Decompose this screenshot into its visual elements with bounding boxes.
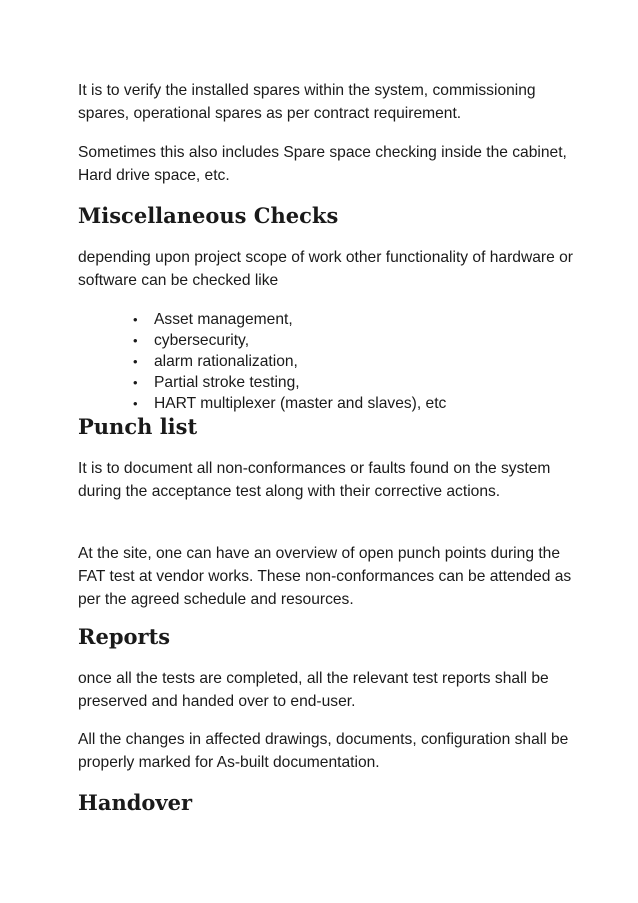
bullet-icon: • [133, 375, 138, 390]
punch-paragraph-1: It is to document all non-conformances or faults found on the system during the acceptance test along with their corrective actions. [78, 460, 551, 500]
bullet-icon: • [133, 396, 138, 411]
list-item: • Partial stroke testing, [133, 374, 300, 391]
misc-checks-list [133, 309, 446, 414]
list-item: • HART multiplexer (master and slaves), etc [133, 395, 447, 412]
heading-punch-list: Punch list [78, 414, 198, 439]
heading-reports: Reports [78, 624, 171, 649]
reports-paragraph-2: All the changes in affected drawings, documents, configuration shall be properly marked for As-built documentation. [78, 731, 569, 771]
heading-miscellaneous-checks: Miscellaneous Checks [78, 203, 339, 228]
bullet-icon: • [133, 354, 138, 369]
spares-paragraph-1: It is to verify the installed spares within the system, commissioning spares, operational spares as per contract requirement. [78, 82, 536, 122]
reports-paragraph-1: once all the tests are completed, all the relevant test reports shall be preserved and handed over to end-user. [78, 670, 549, 710]
list-item: • alarm rationalization, [133, 353, 298, 370]
list-item: • Asset management, [133, 311, 293, 328]
punch-paragraph-2: At the site, one can have an overview of open punch points during the FAT test at vendor works. These non-conformances can be attended as per the agreed schedule and resources. [78, 545, 572, 608]
bullet-icon: • [133, 333, 138, 348]
spares-paragraph-2: Sometimes this also includes Spare space checking inside the cabinet, Hard drive space, etc. [78, 144, 567, 184]
bullet-icon: • [133, 312, 138, 327]
list-item: • cybersecurity, [133, 332, 250, 349]
heading-handover: Handover [78, 790, 193, 815]
misc-intro-paragraph: depending upon project scope of work other functionality of hardware or software can be checked like [78, 249, 573, 289]
